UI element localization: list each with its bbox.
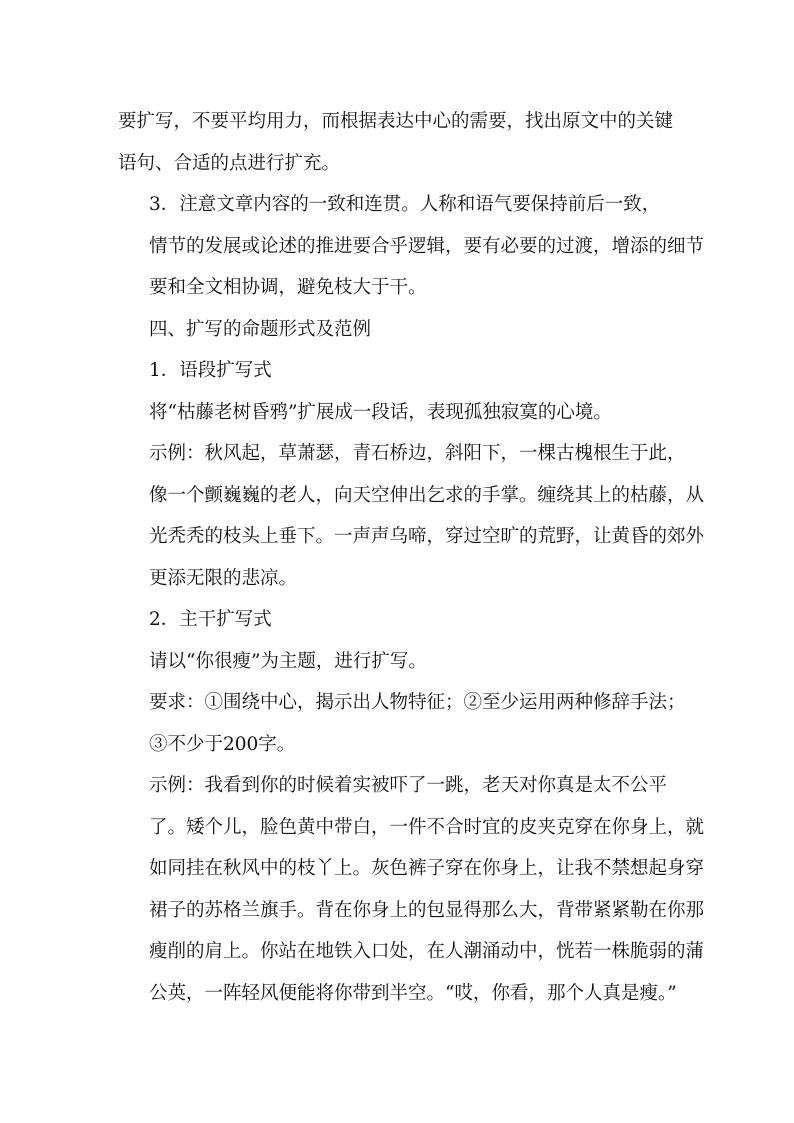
text-line: 请以“你很瘦”为主题，进行扩写。 [149, 650, 427, 672]
text-line: 了。矮个儿，脸色黄中带白，一件不合时宜的皮夹克穿在你身上，就 [149, 816, 705, 838]
text-line: 裙子的苏格兰旗手。背在你身上的包显得那么大，背带紧紧勒在你那 [149, 899, 705, 921]
text-line: ③不少于200字。 [149, 733, 296, 755]
text-line: 四、扩写的命题形式及范例 [149, 318, 372, 340]
paragraph-point-3 [118, 184, 705, 309]
text-line: 公英，一阵轻风便能将你带到半空。“哎，你看，那个人真是瘦。” [149, 982, 677, 1004]
text-line: 将“枯藤老树昏鸦”扩展成一段话，表现孤独寂寞的心境。 [149, 401, 612, 423]
paragraph-task-2 [118, 641, 674, 683]
section-heading-4 [118, 309, 674, 351]
text-line: 1．语段扩写式 [149, 360, 272, 381]
paragraph-continuation [118, 101, 674, 184]
text-line: 要和全文相协调，避免枝大于干。 [149, 277, 427, 298]
text-line: 像一个颤巍巍的老人，向天空伸出乞求的手掌。缠绕其上的枯藤，从 [149, 484, 705, 506]
text-line: 示例：我看到你的时候着实被吓了一跳，老天对你真是太不公平 [149, 775, 668, 796]
text-line: 语句、合适的点进行扩充。 [118, 152, 341, 174]
paragraph-example-1 [118, 433, 705, 599]
text-line: 更添无限的悲凉。 [149, 567, 298, 589]
text-line: 2．主干扩写式 [149, 609, 272, 630]
paragraph-example-2 [118, 765, 705, 1014]
document-body [118, 101, 705, 1014]
subheading-1 [118, 350, 674, 392]
text-line: 光秃秃的枝头上垂下。一声声乌啼，穿过空旷的荒野，让黄昏的郊外 [149, 526, 705, 547]
subheading-2 [118, 599, 674, 641]
text-line: 示例：秋风起，草萧瑟，青石桥边，斜阳下，一棵古槐根生于此， [149, 443, 686, 464]
text-line: 如同挂在秋风中的枝丫上。灰色裤子穿在你身上，让我不禁想起身穿 [149, 858, 705, 879]
text-line: 要扩写，不要平均用力，而根据表达中心的需要，找出原文中的关键 [118, 111, 674, 132]
text-line: 要求：①围绕中心，揭示出人物特征；②至少运用两种修辞手法； [149, 692, 686, 713]
text-line: 瘦削的肩上。你站在地铁入口处，在人潮涌动中，恍若一株脆弱的蒲 [149, 941, 705, 962]
paragraph-task-1 [118, 392, 674, 434]
text-line: 3．注意文章内容的一致和连贯。人称和语气要保持前后一致， [149, 194, 661, 215]
text-line: 情节的发展或论述的推进要合乎逻辑，要有必要的过渡，增添的细节 [149, 235, 705, 257]
paragraph-requirements [118, 682, 686, 765]
